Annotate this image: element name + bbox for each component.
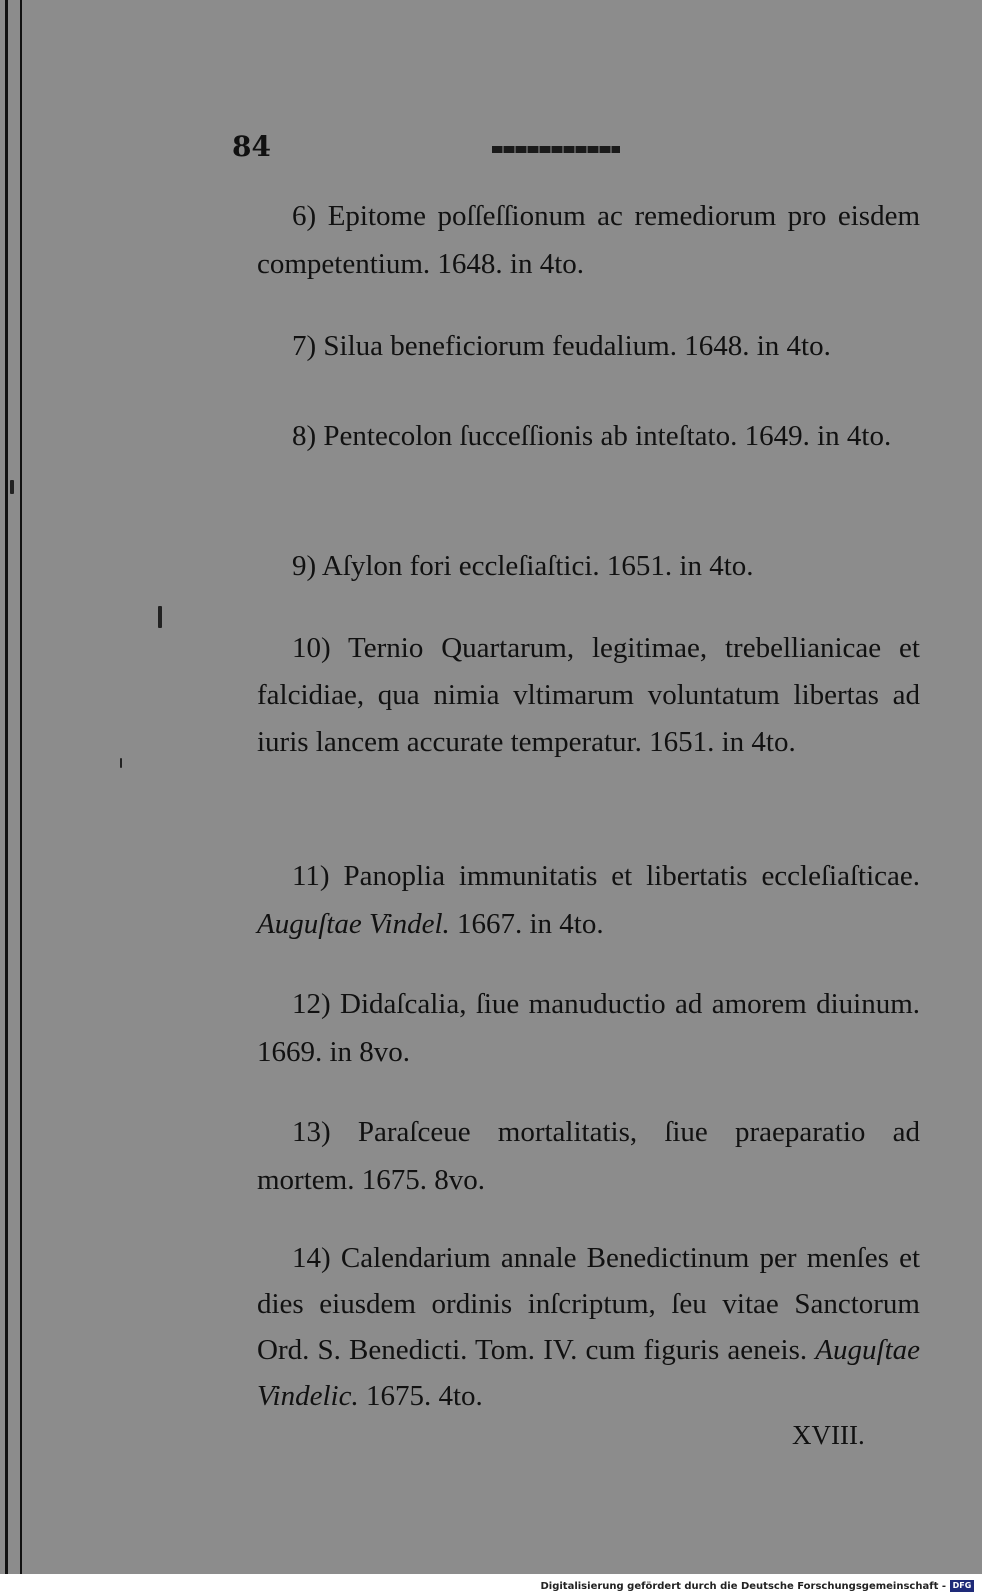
entry-text: Pentecolon ſucceſſionis ab inteſtato. 1649. in 4to. [323,420,892,452]
entry-number: 12) [292,988,331,1020]
funding-notice: Digitalisierung gefördert durch die Deutsche Forschungsgemeinschaft - [540,1581,946,1592]
bibliography-entry [257,852,920,948]
entry-text: Calendarium annale Benedictinum per menſes et dies eiusdem ordinis inſcriptum, ſeu vitae Sanctorum Ord. S. Benedicti. Tom. IV. cum figuris aeneis. [257,1242,921,1366]
entry-text: Paraſceue mortalitatis, ſiue praeparatio ad mortem. 1675. 8vo. [257,1116,920,1196]
entry-number: 13) [292,1116,331,1148]
entry-number: 9) [292,550,317,582]
entry-text: 1675. 4to. [365,1380,483,1412]
entry-text: Panoplia immunitatis et libertatis eccleſiaſticae. [343,860,921,892]
bibliography-entry [257,1108,920,1204]
entry-text: Aſylon fori eccleſiaſtici. 1651. in 4to. [321,550,754,582]
entry-number: 14) [292,1242,331,1274]
bibliography-entry [257,625,920,766]
ink-speck [120,758,122,768]
catchword: XVIII. [792,1420,865,1450]
bibliography-entry [257,412,920,460]
entry-text: Silua beneficiorum feudalium. 1648. in 4to. [323,330,831,362]
entry-place-italic: Auguſtae Vindelic. [257,1334,920,1412]
entry-text: Ternio Quartarum, legitimae, trebellianicae et falcidiae, qua nimia vltimarum voluntatum libertas ad iuris lancem accurate temperatur. 1651. in 4to. [257,632,920,758]
bibliography-entry [257,192,920,288]
bibliography-entry [257,542,920,590]
dfg-logo: DFG [950,1580,974,1592]
entry-number: 10) [292,632,331,664]
entry-number: 7) [292,330,317,362]
binding-edge-line [20,0,22,1596]
bibliography-entry [257,1235,920,1419]
binding-edge-line [5,0,8,1596]
footer-bar [0,1574,1000,1596]
header-ornament [492,146,620,153]
ink-speck [158,606,162,628]
entry-number: 11) [292,860,330,892]
entry-text: Didaſcalia, ſiue manuductio ad amorem diuinum. 1669. in 8vo. [257,988,920,1068]
bibliography-entry [257,322,920,370]
page-number: 84 [232,130,271,163]
entry-text: 1667. in 4to. [457,908,604,940]
entry-text: Epitome poſſeſſionum ac remediorum pro eisdem competentium. 1648. in 4to. [257,200,920,280]
bibliography-entry [257,980,920,1076]
ink-speck [10,480,14,494]
entry-number: 6) [292,200,317,232]
entry-place-italic: Auguſtae Vindel. [257,908,450,940]
entry-number: 8) [292,420,317,452]
